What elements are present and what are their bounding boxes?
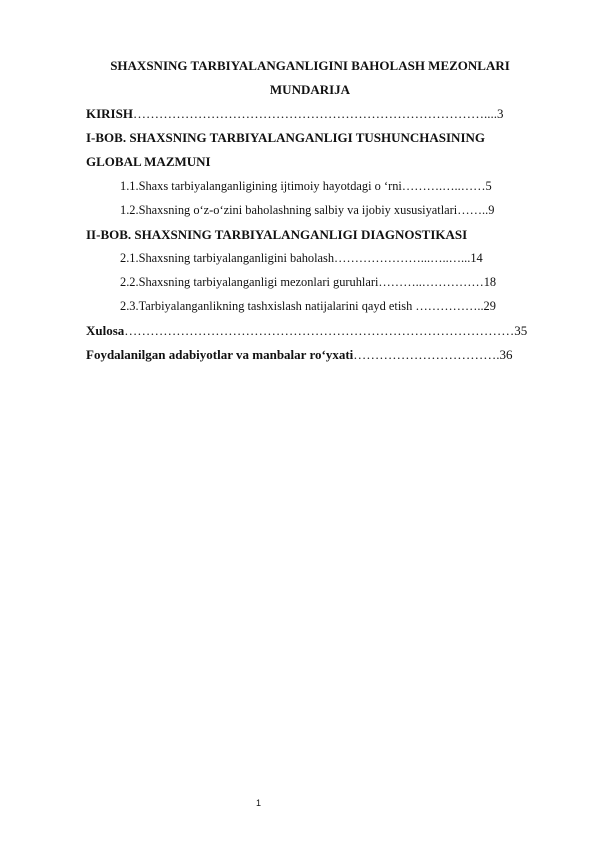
toc-entry-xulosa — [86, 323, 527, 339]
toc-entry-1-1: 1.1.Shaxs tarbiyalanganligining ijtimoiy hayotdagi o ‘rni……….…..……5 — [120, 179, 492, 193]
toc-heading: MUNDARIJA — [269, 82, 351, 97]
toc-entry-1-2: 1.2.Shaxsning o‘z-o‘zini baholashning salbiy va ijobiy xususiyatlari……..9 — [120, 203, 495, 217]
toc-entry-label: Xulosa — [86, 323, 125, 338]
toc-entry-leader: ………………………………………………………………………....3 — [132, 106, 504, 121]
toc-entry-leader: ………………………………………………………………………………35 — [124, 323, 528, 338]
toc-entry-2-2: 2.2.Shaxsning tarbiyalanganligi mezonlari guruhlari………..……………18 — [120, 275, 497, 289]
toc-entry-references — [86, 347, 513, 363]
toc-chapter-2: II-BOB. SHAXSNING TARBIYALANGANLIGI DIAGNOSTIKASI — [86, 227, 468, 242]
toc-entry-2-1: 2.1.Shaxsning tarbiyalanganligini baholash…………………...…..…...14 — [120, 251, 483, 265]
toc-chapter-1-line-1: I-BOB. SHAXSNING TARBIYALANGANLIGI TUSHUNCHASINING — [86, 130, 486, 145]
page-number: 1 — [256, 798, 262, 808]
toc-entry-2-3: 2.3.Tarbiyalanganlikning tashxislash natijalarini qayd etish ……………..29 — [120, 299, 496, 313]
toc-entry-label: Foydalanilgan adabiyotlar va manbalar ro‘yxati — [86, 347, 354, 362]
toc-entry-kirish — [86, 106, 503, 122]
toc-entry-leader: …………………………….36 — [353, 347, 513, 362]
document-title: SHAXSNING TARBIYALANGANLIGINI BAHOLASH MEZONLARI — [110, 58, 510, 73]
toc-chapter-1-line-2: GLOBAL MAZMUNI — [86, 154, 211, 169]
toc-entry-label: KIRISH — [86, 106, 133, 121]
